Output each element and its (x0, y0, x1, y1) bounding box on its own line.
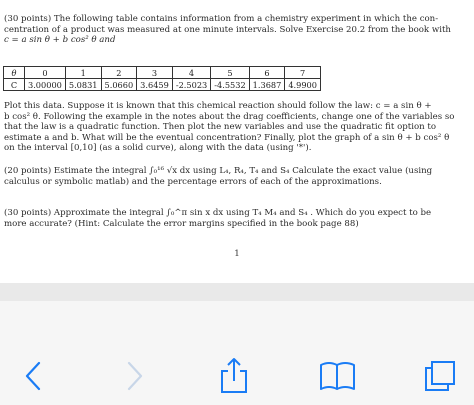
forward-button[interactable] (115, 356, 155, 396)
table-cell: -2.5023 (172, 79, 210, 91)
tabs-icon (423, 359, 457, 393)
problem-3-text (4, 208, 466, 229)
problem-3-line-2: more accurate? (Hint: Calculate the error margins specified in the book page 88) (4, 218, 359, 229)
problem-3-line-1: (30 points) Approximate the integral ∫₀^π sin x dx using T₄ M₄ and S₄ . Which do you expect to be (4, 208, 432, 218)
problem-1b-text (4, 101, 466, 154)
table-cell: 3.00000 (25, 79, 66, 91)
table-cell: C (4, 79, 25, 91)
table-cell: 7 (285, 67, 321, 79)
table-cell: 6 (249, 67, 285, 79)
table-cell: -4.5532 (211, 79, 249, 91)
problem-2-line-2: calculus or symbolic matlab) and the percentage errors of each of the approximations. (4, 176, 382, 187)
problem-1b-line-1: Plot this data. Suppose it is known that this chemical reaction should follow the law: c = a sin θ + (4, 101, 432, 111)
table-cell: 4 (172, 67, 210, 79)
table-cell: 5.0831 (65, 79, 101, 91)
data-table (3, 66, 321, 91)
problem-1-line-3: c = a sin θ + b cos² θ and (4, 35, 116, 46)
table-cell: 4.9900 (285, 79, 321, 91)
table-cell: θ (4, 67, 25, 79)
problem-1b-line-4: estimate a and b. What will be the eventual concentration? Finally, plot the graph of a sin θ + b cos² θ (4, 132, 450, 143)
table-row-theta (4, 67, 321, 79)
chevron-right-icon (125, 360, 145, 392)
chevron-left-icon (23, 360, 43, 392)
page-number: 1 (234, 249, 240, 259)
page-gap (0, 263, 474, 283)
share-icon (219, 356, 249, 394)
table-cell: 3 (137, 67, 173, 79)
problem-1b-line-2: b cos² θ. Following the example in the notes about the drag coefficients, change one of the variables so (4, 111, 455, 122)
table-row-c (4, 79, 321, 91)
page-separator (0, 283, 474, 301)
table-cell: 3.6459 (137, 79, 173, 91)
tabs-button[interactable] (420, 356, 460, 396)
problem-1b-line-3: that the law is a quadratic function. Then plot the new variables and use the quadratic fit option to (4, 122, 437, 133)
problem-2-text (4, 166, 466, 187)
problem-1-line-2: centration of a product was measured at one minute intervals. Solve Exercise 20.2 from the book with (4, 24, 451, 35)
book-icon (318, 360, 358, 392)
table-cell: 1 (65, 67, 101, 79)
table-cell: 1.3687 (249, 79, 285, 91)
table-cell: 2 (101, 67, 137, 79)
share-button[interactable] (214, 355, 254, 395)
problem-1-line-1: (30 points) The following table contains information from a chemistry experiment in which the con- (4, 14, 439, 24)
back-button[interactable] (13, 356, 53, 396)
problem-1b-line-5: on the interval [0,10] (as a solid curve), along with the data (using '*'). (4, 143, 312, 154)
table-cell: 5.0660 (101, 79, 137, 91)
table-cell: 5 (211, 67, 249, 79)
bookmarks-button[interactable] (318, 356, 358, 396)
problem-2-line-1: (20 points) Estimate the integral ∫₀¹⁶ √x dx using L₄, R₄, T₄ and S₄ Calculate the exact value (using (4, 166, 433, 176)
table-cell: 0 (25, 67, 66, 79)
problem-1-text (4, 14, 466, 46)
